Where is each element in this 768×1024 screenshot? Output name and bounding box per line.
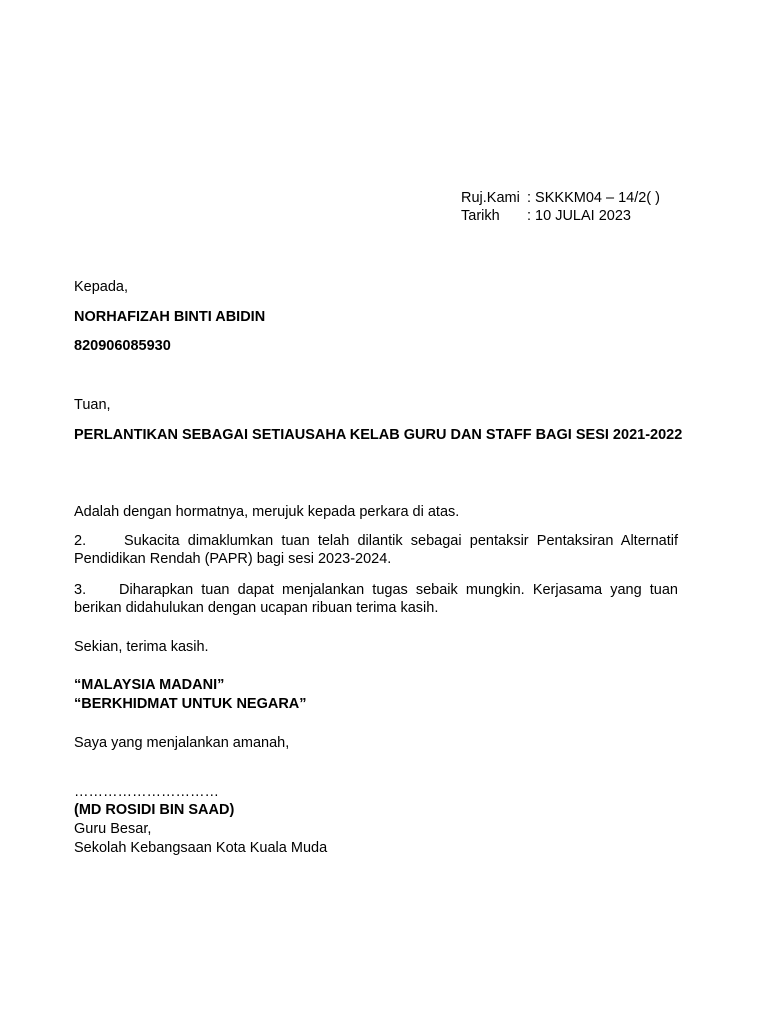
paragraph-2-number: 2.	[74, 533, 87, 549]
date-row	[461, 207, 660, 225]
signature-dots: …………………………	[74, 784, 219, 800]
paragraph-2-text: Sukacita dimaklumkan tuan telah dilantik sebagai pentaksir Pentaksiran Alternatif Pendidikan Rendah (PAPR) bagi sesi 2023-2024.	[74, 533, 678, 567]
date-value: : 10 JULAI 2023	[527, 208, 631, 224]
paragraph-3-text: Diharapkan tuan dapat menjalankan tugas sebaik mungkin. Kerjasama yang tuan berikan didahulukan dengan ucapan ribuan terima kasih.	[74, 582, 678, 616]
recipient-salutation: Kepada,	[74, 279, 129, 295]
trust-line: Saya yang menjalankan amanah,	[74, 735, 290, 751]
slogan-line-1: “MALAYSIA MADANI”	[74, 677, 225, 693]
school-name: Sekolah Kebangsaan Kota Kuala Muda	[74, 840, 328, 856]
paragraph-3-number: 3.	[74, 582, 87, 598]
paragraph-3	[74, 581, 678, 617]
recipient-name: NORHAFIZAH BINTI ABIDIN	[74, 309, 266, 325]
date-label: Tarikh	[461, 208, 500, 224]
recipient-id-number: 820906085930	[74, 338, 171, 354]
reference-label: Ruj.Kami	[461, 190, 520, 206]
closing-line: Sekian, terima kasih.	[74, 639, 209, 655]
paragraph-1: Adalah dengan hormatnya, merujuk kepada perkara di atas.	[74, 504, 460, 520]
reference-number-row	[461, 189, 660, 207]
signatory-name: (MD ROSIDI BIN SAAD)	[74, 802, 235, 818]
paragraph-2	[74, 532, 678, 568]
signatory-position: Guru Besar,	[74, 821, 152, 837]
reference-value: : SKKKM04 – 14/2( )	[527, 190, 660, 206]
greeting: Tuan,	[74, 397, 111, 413]
reference-block	[461, 189, 660, 225]
slogan-line-2: “BERKHIDMAT UNTUK NEGARA”	[74, 696, 307, 712]
letter-subject: PERLANTIKAN SEBAGAI SETIAUSAHA KELAB GURU DAN STAFF BAGI SESI 2021-2022	[74, 427, 683, 443]
